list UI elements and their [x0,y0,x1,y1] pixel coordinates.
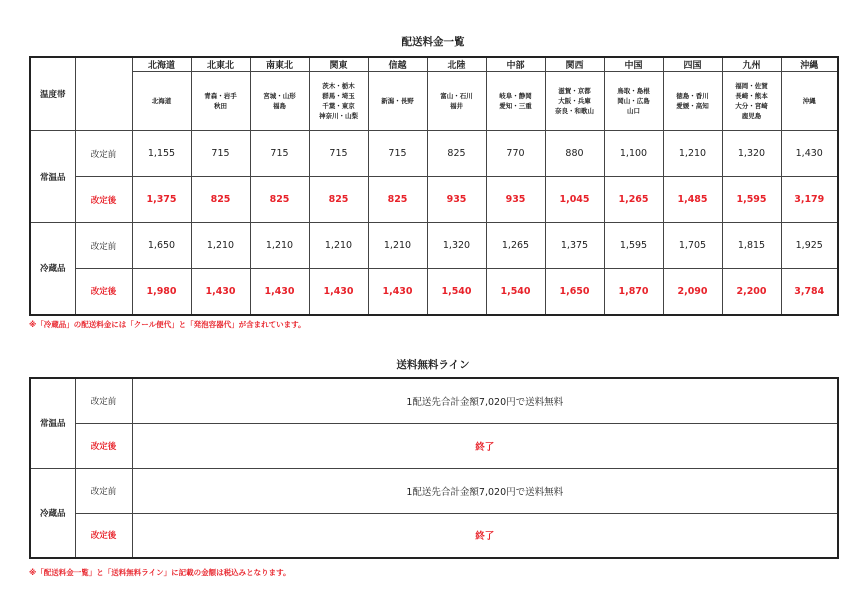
prefecture-line: 鳥取・島根 [617,87,650,95]
fee-value-after: 2,200 [722,269,781,315]
region-prefectures [427,72,486,131]
prefecture-line: 神奈川・山梨 [319,112,358,120]
fee-value-before: 1,210 [191,223,250,269]
region-name: 信越 [368,57,427,72]
fee-value-before: 880 [545,131,604,177]
region-prefectures [191,72,250,131]
region-prefectures [132,72,191,131]
fee-value-after: 1,595 [722,177,781,223]
prefecture-line: 茨木・栃木 [322,82,355,90]
fee-value-before: 1,210 [368,223,427,269]
fee-value-before: 715 [191,131,250,177]
fee-value-before: 1,100 [604,131,663,177]
fee-value-after: 1,980 [132,269,191,315]
free-row-after [30,513,838,558]
before-label: 改定前 [75,223,132,269]
prefecture-line: 大阪・兵庫 [558,97,591,105]
fee-value-before: 1,265 [486,223,545,269]
free-row-before [30,468,838,513]
free-shipping-table [29,377,839,559]
fee-value-after: 2,090 [663,269,722,315]
fee-value-before: 770 [486,131,545,177]
fee-value-before: 1,210 [309,223,368,269]
region-prefectures [309,72,368,131]
prefecture-line: 富山・石川 [440,92,473,100]
fee-value-before: 1,320 [722,131,781,177]
temperature-group-label: 冷蔵品 [30,223,75,315]
prefecture-line: 長崎・熊本 [735,92,768,100]
fee-value-after: 1,650 [545,269,604,315]
region-prefectures [486,72,545,131]
region-prefectures [781,72,838,131]
prefecture-line: 秋田 [214,102,227,110]
fee-row-after [30,177,838,223]
fee-value-before: 1,320 [427,223,486,269]
after-label: 改定後 [75,423,132,468]
fee-value-after: 1,540 [486,269,545,315]
fee-row-before [30,223,838,269]
fee-row-before [30,131,838,177]
prefecture-line: 群馬・埼玉 [322,92,355,100]
prefecture-line: 福岡・佐賀 [735,82,768,90]
fee-value-after: 825 [309,177,368,223]
fee-value-after: 1,430 [368,269,427,315]
region-header-row [30,57,838,72]
free-row-before [30,378,838,423]
fee-value-before: 1,375 [545,223,604,269]
fee-value-after: 3,179 [781,177,838,223]
fee-value-after: 825 [250,177,309,223]
after-label: 改定後 [75,513,132,558]
prefecture-line: 滋賀・京都 [558,87,591,95]
temperature-band-header: 温度帯 [30,57,75,131]
prefecture-line: 北海道 [151,97,172,105]
prefecture-line: 福井 [450,102,463,110]
fee-value-after: 1,375 [132,177,191,223]
fee-value-before: 1,155 [132,131,191,177]
free-line-after: 終了 [132,423,838,468]
fee-table-title: 配送料金一覧 [401,36,465,48]
fee-value-before: 1,595 [604,223,663,269]
prefecture-line: 愛知・三重 [499,102,532,110]
fee-value-after: 1,045 [545,177,604,223]
region-name: 南東北 [250,57,309,72]
fee-value-before: 1,210 [663,131,722,177]
fee-value-after: 935 [486,177,545,223]
fee-value-after: 1,430 [250,269,309,315]
fee-table [29,56,839,316]
fee-value-before: 825 [427,131,486,177]
after-label: 改定後 [75,269,132,315]
fee-value-before: 1,430 [781,131,838,177]
prefecture-line: 千葉・東京 [322,102,355,110]
before-label: 改定前 [75,468,132,513]
region-name: 北東北 [191,57,250,72]
fee-value-after: 1,265 [604,177,663,223]
fee-value-after: 825 [191,177,250,223]
prefecture-line: 沖縄 [802,97,816,105]
region-name: 中国 [604,57,663,72]
fee-table-note: ※「冷蔵品」の配送料金には「クール便代」と「発泡容器代」が含まれています。 [29,320,306,329]
region-name: 四国 [663,57,722,72]
fee-value-after: 935 [427,177,486,223]
fee-value-after: 1,540 [427,269,486,315]
temperature-group-label: 常温品 [30,378,75,468]
temperature-group-label: 常温品 [30,131,75,223]
fee-value-before: 715 [368,131,427,177]
prefecture-line: 岡山・広島 [617,97,650,105]
fee-row-after [30,269,838,315]
prefecture-header-row [30,72,838,131]
temperature-group-label: 冷蔵品 [30,468,75,558]
region-prefectures [604,72,663,131]
free-line-before: 1配送先合計金額7,020円で送料無料 [132,378,838,423]
region-name: 沖縄 [781,57,838,72]
region-name: 関西 [545,57,604,72]
region-name: 九州 [722,57,781,72]
fee-value-after: 1,430 [309,269,368,315]
region-name: 北陸 [427,57,486,72]
fee-value-before: 1,705 [663,223,722,269]
fee-value-after: 825 [368,177,427,223]
fee-value-after: 1,870 [604,269,663,315]
blank-header-cell [75,57,132,131]
free-table-note: ※「配送料金一覧」と「送料無料ライン」に記載の金額は税込みとなります。 [29,568,291,577]
fee-value-before: 1,925 [781,223,838,269]
region-name: 中部 [486,57,545,72]
prefecture-line: 大分・宮崎 [735,102,768,110]
prefecture-line: 徳島・香川 [676,92,709,100]
region-prefectures [545,72,604,131]
free-table-title: 送料無料ライン [396,359,470,371]
prefecture-line: 宮城・山形 [263,92,296,100]
free-line-before: 1配送先合計金額7,020円で送料無料 [132,468,838,513]
region-name: 関東 [309,57,368,72]
after-label: 改定後 [75,177,132,223]
fee-value-after: 1,430 [191,269,250,315]
fee-value-before: 1,210 [250,223,309,269]
free-row-after [30,423,838,468]
before-label: 改定前 [75,131,132,177]
fee-value-after: 3,784 [781,269,838,315]
region-prefectures [250,72,309,131]
region-prefectures [368,72,427,131]
prefecture-line: 奈良・和歌山 [555,107,594,115]
prefecture-line: 愛媛・高知 [676,102,709,110]
fee-value-before: 1,815 [722,223,781,269]
prefecture-line: 岐阜・静岡 [499,92,532,100]
fee-value-before: 715 [309,131,368,177]
region-prefectures [663,72,722,131]
before-label: 改定前 [75,378,132,423]
region-prefectures [722,72,781,131]
prefecture-line: 新潟・長野 [381,97,414,105]
fee-value-after: 1,485 [663,177,722,223]
prefecture-line: 鹿児島 [741,112,762,120]
prefecture-line: 福島 [273,102,286,110]
prefecture-line: 青森・岩手 [204,92,237,100]
region-name: 北海道 [132,57,191,72]
fee-value-before: 715 [250,131,309,177]
free-line-after: 終了 [132,513,838,558]
prefecture-line: 山口 [627,107,640,115]
fee-value-before: 1,650 [132,223,191,269]
